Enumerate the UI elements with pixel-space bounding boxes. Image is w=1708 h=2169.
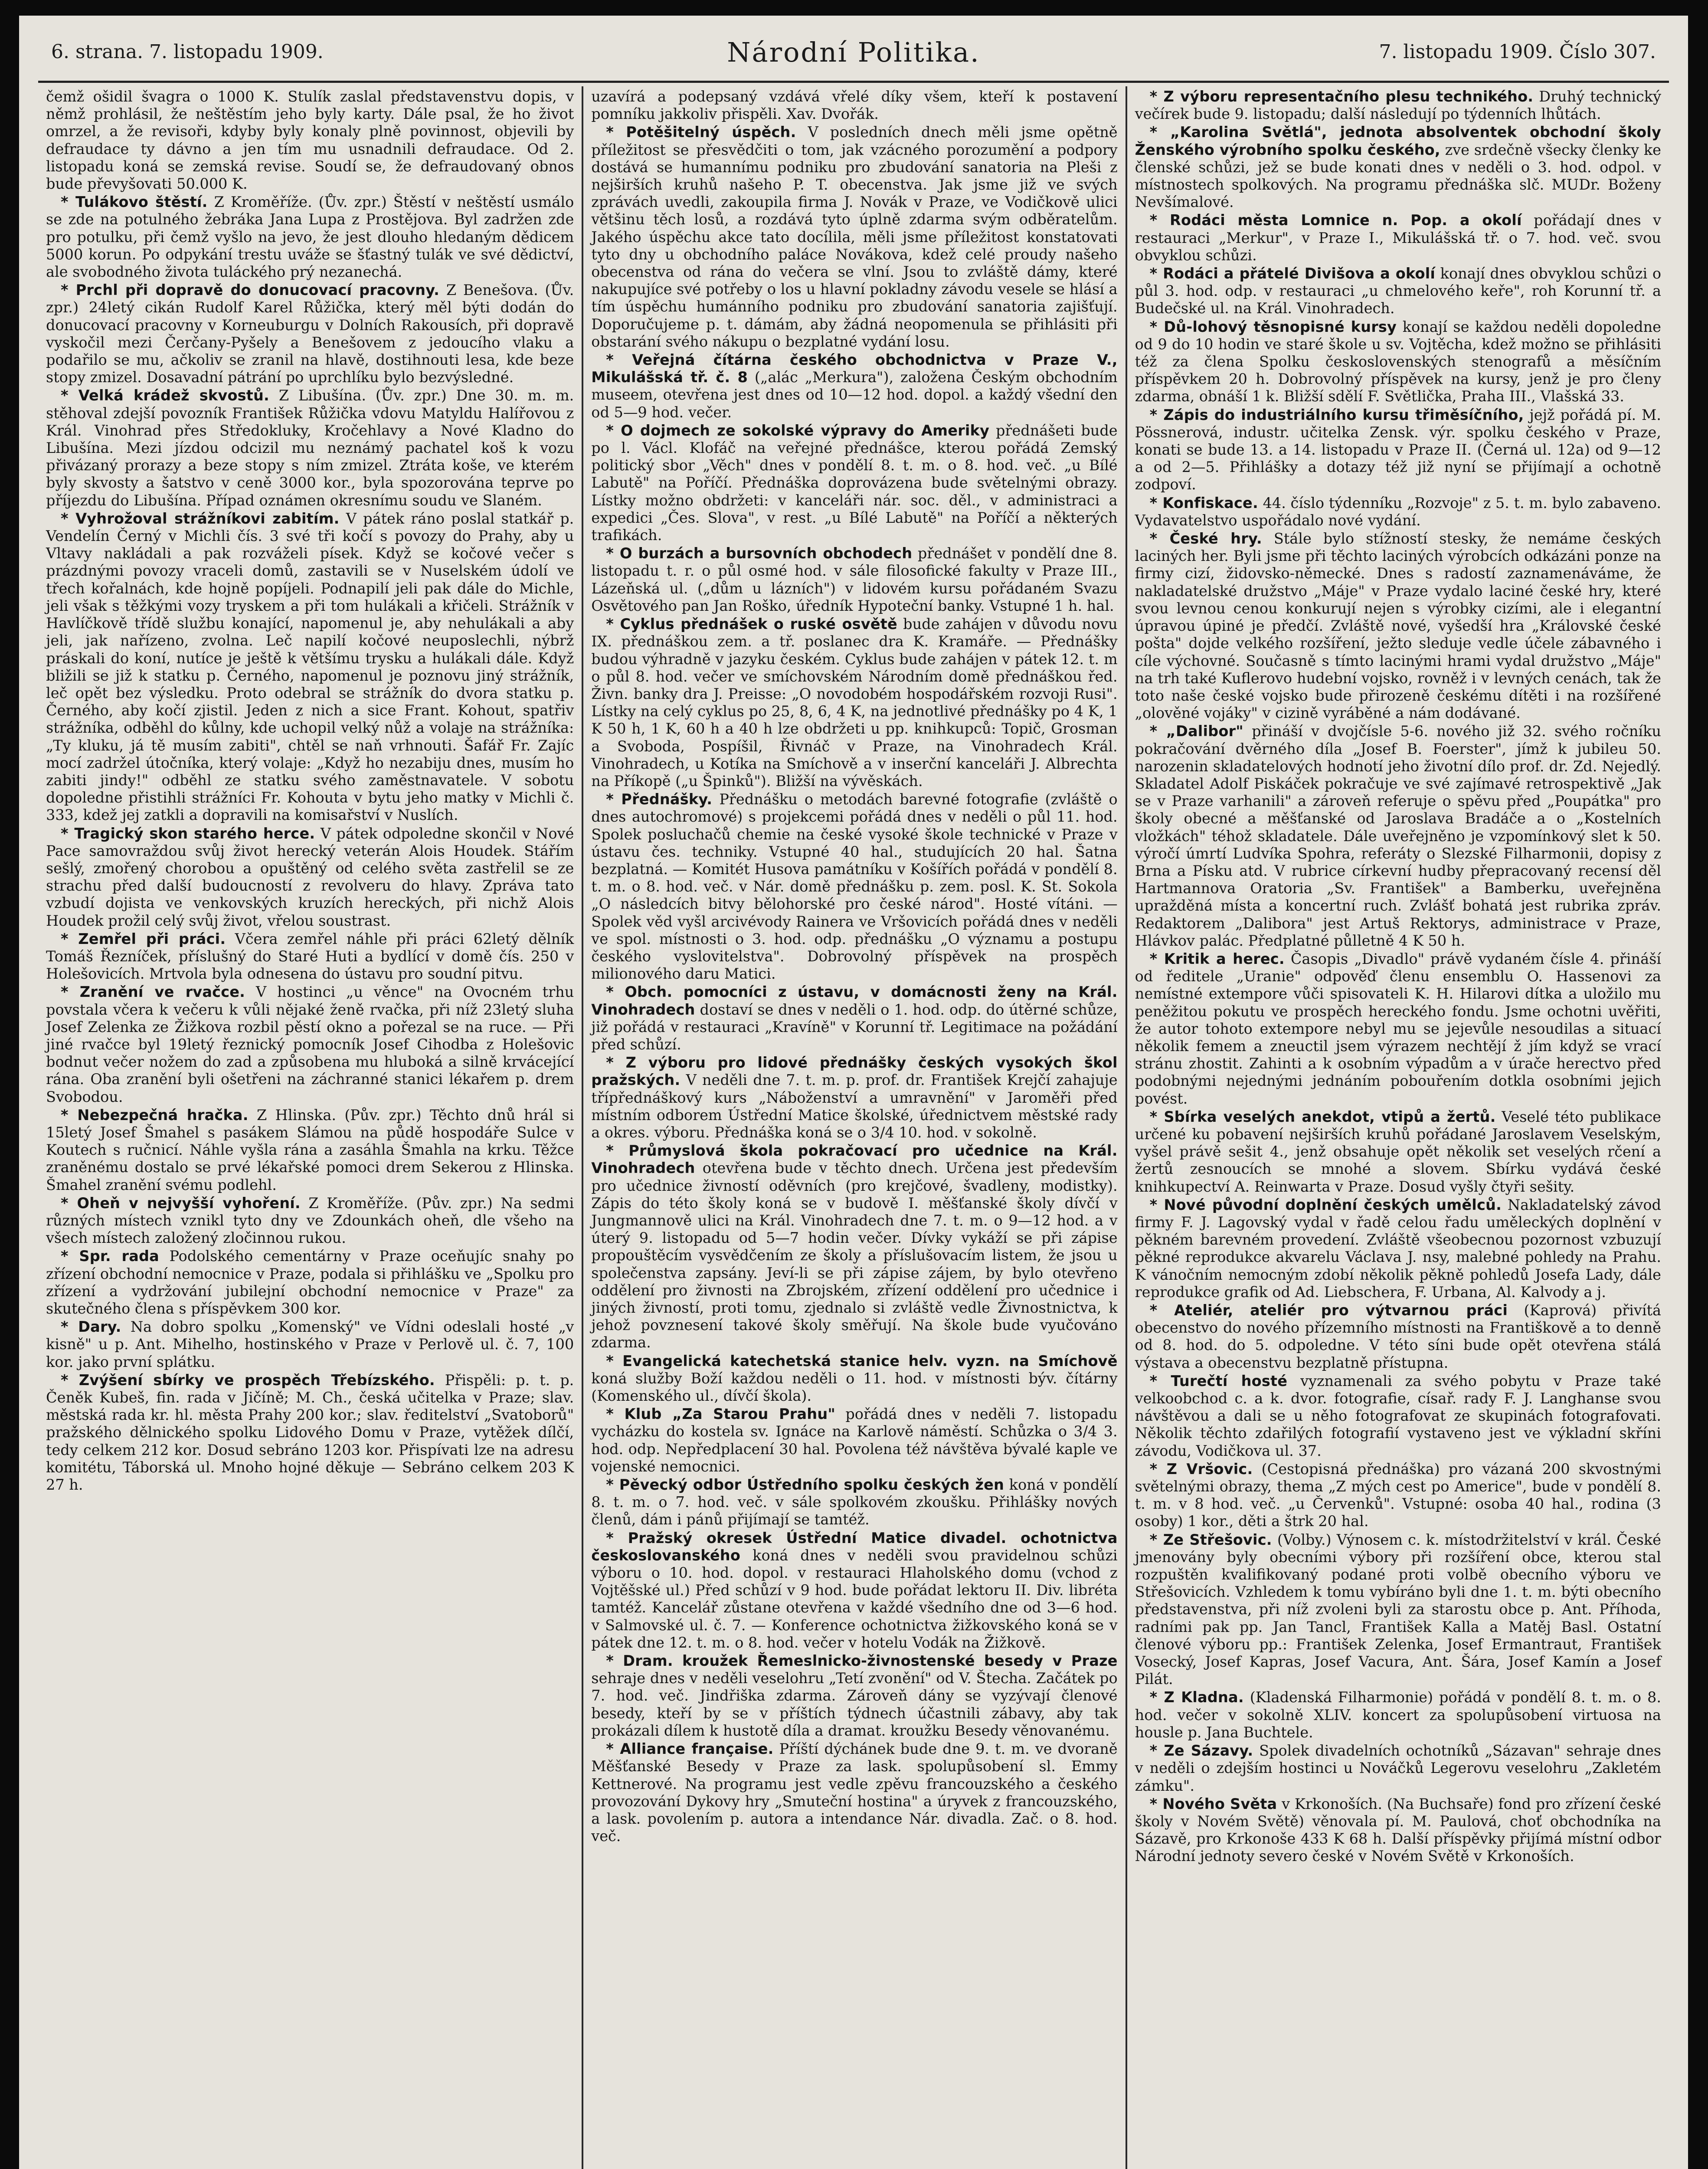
page-header (38, 16, 1669, 83)
news-item-body: Na dobro spolku „Komenský" ve Vídni odeslali hosté „v kisně" u p. Ant. Mihelho, hostinského v Praze v Perlově ul. č. 7, 100 kor. jako první splátku. (46, 1318, 574, 1370)
news-item-body: pořádají dnes v restauraci „Merkur", v Praze I., Mikulášská tř. o 7. hod. več. svou obvyklou schůzi. (1135, 212, 1661, 264)
news-item (591, 616, 1117, 790)
news-item (591, 1353, 1117, 1405)
news-item (46, 193, 574, 281)
news-item (46, 1195, 574, 1247)
news-item-body: (Volby.) Výnosem c. k. místodržitelství v král. České jmenovány byly obecními výbory při rozšíření obce, kterou stal rozpuštěn kvalifikovaný podané proti volbě obecního výboru ve Střešovicích. Vzhledem k tomu vybíráno byli dne 1. t. m. býti obecního představenstva, při níž zvoleni byli za starostu obce p. Ant. Příhoda, radními pak pp. Jan Tancl, František Kalla a Matěj Basl. Ostatní členové výboru pp.: František Zelenka, Josef Ermantraut, František Vosecký, Josef Kapras, Josef Vacura, Ant. Šára, Josef Kamín a Josef Pilát. (1135, 1531, 1661, 1688)
news-item-body: Z Kroměříže. (Ův. zpr.) Štěstí v neštěstí usmálo se zde na potulného žebráka Jana Lupa z Prostějova. Byl zadržen zde pro potulku, při čemž vyšlo na jevo, že jest dlouho hledaným dědicem 5000 korun. Po odpykání trestu uváže se šťastný tulák ve své dědictví, ale svobodného života tuláckého prý nezanechá. (46, 193, 574, 281)
news-item-heading: * Obch. pomocníci z ústavu, v domácnosti ženy na Král. Vinohradech (591, 983, 1118, 1018)
news-item (591, 1740, 1117, 1845)
news-item-body: Spolek divadelních ochotníků „Sázavan" sehraje dnes v neděli o zdejším hostinci u Nováčků Legerovu veselohru „Zakletém zámku". (1135, 1742, 1661, 1794)
news-item (46, 931, 574, 983)
news-item-body: pořádá dnes v neděli 7. listopadu vycházku do kostela sv. Ignáce na Karlově náměstí. Schůzka o 3/4 3. hod. odp. Nepředplacení 30 hal. Povolena též návštěva bývalé kaple ve vojenské nemocnici. (591, 1406, 1118, 1475)
news-item-heading: * Konfiskace. (1149, 494, 1258, 511)
news-item-heading: * Vyhrožoval strážníkovi zabitím. (61, 510, 340, 527)
news-item (46, 282, 574, 386)
news-item-body: bude zahájen v důvodu novu IX. přednáškou zem. a tř. poslanec dra K. Kramáře. — Přednášky budou výhradně v jazyku českém. Cyklus bude zahájen v pátek 12. t. m o půl 8. hod. večer ve smíchovském Národním domě přednáškou řed. Živn. banky dra J. Preisse: „O novodobém hospodářském rozvoji Rusi". Lístky na celý cyklus po 25, 8, 6, 4 K, na jednotlivé přednášky po 4 K, 1 K 50 h, 1 K, 60 h a 40 h lze obdržeti u pp. knihkupců: Topič, Grosman a Svoboda, Pospíšil, Řivnáč v Praze, na Vinohradech Král. Vinohradech, u Kotíka na Smíchově a v inserční kanceláři J. Albrechta na Příkopě („u Špinků"). Bližší na vývěskách. (591, 616, 1118, 790)
news-item-heading: * Rodáci a přátelé Divišova a okolí (1149, 265, 1436, 282)
news-item-heading: * Tragický skon starého herce. (61, 825, 315, 842)
news-item-heading: * Evangelická katechetská stanice helv. vyzn. na Smíchově (606, 1352, 1118, 1370)
news-item (591, 1054, 1117, 1141)
news-item (46, 1372, 574, 1494)
news-item (1135, 1742, 1661, 1795)
news-item (46, 1248, 574, 1317)
news-item-body: Nakladatelský závod firmy F. J. Lagovský vydal v řadě celou řadu uměleckých doplnění v pěkném barevném provedení. Zvláště všeobecnou pozornost vzbuzují pěkné reprodukce akvarelu Václava J. nsy, malebné pohledy na Prahu. K vánočním nemocným zdobí několik pěkně pohledů Josefa Lady, dále reprodukce grafik od Ad. Liebschera, F. Urbana, Al. Kalvody a j. (1135, 1196, 1661, 1301)
news-item-heading: * Z výboru representačního plesu technikého. (1149, 88, 1534, 105)
news-item-heading: * Přednášky. (606, 791, 713, 808)
news-item-heading: * Klub „Za Starou Prahu" (606, 1406, 836, 1423)
news-item (591, 124, 1117, 351)
news-item-body: přednášet v pondělí dne 8. listopadu t. r. o půl osmé hod. v sále filosofické fakulty v Praze III., Lázeňská ul. („dům u lázních") v lidovém kursu pořádaném Svazu Osvětového pan Jan Roško, úředník Hypoteční banky. Vstupné 1 h. hal. (591, 545, 1118, 614)
news-item-body: Přednášku o metodách barevné fotografie (zvláště o dnes autochromové) s projekcemi pořádá dnes v neděli o půl 11. hod. Spolek posluchačů chemie na české vysoké škole technické v Praze v ústavu čes. techniky. Vstupné 40 hal., studujících 20 hal. Šatna bezplatná. — Komitét Husova památníku v Košířích pořádá v pondělí 8. t. m. o 8. hod. več. v Nár. domě přednášku p. zem. posl. K. St. Sokola „O následcích bitvy bělohorské pro české národ". Hosté vítáni. — Spolek věd vyšl arcivévody Rainera ve Vršovicích pořádá dnes v neděli ve spol. místnosti o 3. hod. odp. přednášku „O významu a postupu českého vyslovitelstva". Dobrovolný příspěvek na prospěch milionového daru Matici. (591, 791, 1118, 983)
news-item-body: v Krkonoších. (Na Buchsaře) fond pro zřízení české školy v Novém Světě) věnovala pí. M. Paulová, choť obchodníka na Sázavě, pro Krkonoše 433 K 68 h. Další příspěvky přijímá místní odbor Národní jednoty severo české v Novém Světě v Krkonoších. (1135, 1795, 1661, 1865)
news-item (1135, 1196, 1661, 1301)
news-item (591, 1142, 1117, 1351)
news-item (591, 88, 1117, 123)
news-item-heading: * Ateliér, ateliér pro výtvarnou práci (1149, 1302, 1508, 1319)
news-item-body: (Kladenská Filharmonie) pořádá v pondělí 8. t. m. o 8. hod. večer v sokolně XLIV. koncert za spolupůsobení virtuosa na housle p. Jana Buchtele. (1135, 1689, 1661, 1741)
news-item-body: Z Kroměříže. (Pův. zpr.) Na sedmi různých místech vznikl tyto dny ve Zdounkách oheň, dle všeho na všech místech založený zločinnou rukou. (46, 1194, 574, 1247)
news-item (1135, 88, 1661, 123)
news-item-body: přináší v dvojčísle 5-6. nového již 32. svého ročníku pokračování dvěrného díla „Josef B. Foerster", jímž k jubileu 50. narozenin skladatelových hodnotí jeho životní dílo prof. dr. Zd. Nejedlý. Skladatel Adolf Piskáček pokračuje ve své zajímavé retrospektivě „Jak se v Praze varhanili" a zároveň referuje o spěvu před „Poupátka" pro školy obecné a měšťanské od Jaroslava Bradáče a o „Kostelních vložkách" téhož skladatele. Dále uveřejněno je vzpomínkový slet k 50. výročí úmrtí Ludvíka Spohra, referáty o Slezské Filharmonii, dopisy z Brna a Písku atd. V rubrice církevní hudby přepracovaný recensí děl Hartmannova Oratoria „Sv. František" a Bamberku, uveřejněna upražděná místa a koncertní ruch. Zvlášť bohatá jest rubrika zpráv. Redaktorem „Dalibora" jest Artuš Rektorys, administrace v Praze, Hlávkov palác. Předplatné půlletně 4 K 50 h. (1135, 723, 1661, 949)
news-item (1135, 406, 1661, 494)
news-item (1135, 124, 1661, 211)
news-item-heading: * Prchl při dopravě do donucovací pracovny. (61, 282, 440, 299)
news-item-heading: * Sbírka veselých anekdot, vtipů a žertů. (1149, 1108, 1496, 1125)
news-item (1135, 495, 1661, 529)
news-item (591, 545, 1117, 615)
news-item-heading: * Nové původní doplnění českých umělců. (1149, 1196, 1502, 1213)
news-item-heading: * Spr. rada (61, 1248, 159, 1265)
news-item-body: V neděli dne 7. t. m. p. prof. dr. František Krejčí zahajuje třípřednáškový kurs „Náboženství a umravnění" v Jaroměři před místním odborem Ústřední Matice školské, úřednictvem městské rady a okres. výboru. Přednáška koná se o 3/4 10. hod. v sokolně. (591, 1071, 1118, 1141)
news-item-body: Z Benešova. (Ův. zpr.) 24letý cikán Rudolf Karel Růžička, který měl býti dodán do donucovací pracovny v Korneuburgu v Dolních Rakousích, při dopravě vyskočil mezi Čerčany-Pyšely a Benešovem z jedoucího vlaku a podařilo se mu, ačkoliv se zranil na hlavě, dostihnouti lesa, kde beze stopy zmizel. Dosavadní pátrání po uprchlíku bylo bezvýsledné. (46, 282, 574, 386)
news-item-heading: * Zranění ve rvačce. (61, 983, 245, 1001)
news-item-body: Podolského cementárny v Praze oceňujíc snahy po zřízení obchodní nemocnice v Praze, podala si přihlášku ve „Spolku pro zřízení a vydržování jubilejní obchodní nemocnice v Praze" za skutečného člena s příspěvkem 300 kor. (46, 1248, 574, 1317)
news-item (1135, 1531, 1661, 1688)
news-item-body: Časopis „Divadlo" právě vydaném čísle 4. přináší od ředitele „Uranie" odpověď členu ensemblu O. Hassenovi za nemístné extempore vůči spisovateli K. H. Hilarovi dítka a uložilo mu peněžitou pokutu ve prospěch hereckého fondu. Jsme ochotni uvěřiti, že autor tohoto extempore nebyl mu se jejevůle nesoudilas a situací několik femem a zneuctil jsem výrazem nechtějí ž jím když se vrací stránu zhostit. Zahinti a k osobním výpadům a v úrače herectvo před podobnými nejednými jednáním pobouřením dotkla osobními jejich povést. (1135, 950, 1661, 1107)
news-item-heading: * „Dalibor" (1149, 723, 1243, 740)
news-item-body: Stále bylo stížností stesky, že nemáme českých laciných her. Byli jsme při těchto laciných výrobcích odkázáni ponze na firmy cizí, židovsko-německé. Dnes s radostí zaznamenáváme, že nakladatelské družstvo „Máje" v Praze vydalo laciné české hry, které svou levnou cenou konkurují nejen s výrobky cizími, ale i elegantní úpravou úpiné je předčí. Zvláště nové, vyšedší hra „Královské české pošta" dojde velkého rozšíření, ježto sleduje vedle účele zábavného i cíle výchovné. Současně s tímto lacinými hrami vydal družstvo „Máje" na trh také Kuflerovo hudební vojsko, rovněž i v levných cenách, tak že toto naše české vojsko bude přirozeně českému dítěti i na rozšířené „olověné vojáky" v cizině vyráběné a nám dodávané. (1135, 530, 1661, 722)
news-item-body: (Kaprová) přivítá obecenstvo do nového přízemního místnosti na Františkově a to denně od 8. hod. do 5. odpoledne. V této síni bude opět otevřena stálá výstava a obecenstvu bezplatně přístupna. (1135, 1302, 1661, 1371)
news-item-body: zve srdečně všecky členky ke členské schůzi, jež se bude konati dnes v neděli o 3. hod. odpol. v místnostech spolkových. Na programu přednáška slč. MUDr. Boženy Nevšímalové. (1135, 141, 1661, 211)
news-item-body: přednášeti bude po l. Václ. Klofáč na veřejné přednášce, kterou pořádá Zemský politický sbor „Věch" dnes v pondělí 8. t. m. o 8. hod. več. „u Bílé Labutě" na Poříčí. Přednáška doprovázena bude světelnými obrazy. Lístky možno obdržeti: v kanceláři nár. soc. děl., v administraci a expedici „Čes. Slova", v rest. „u Bílé Labutě" na Poříčí a některých trafikách. (591, 422, 1118, 544)
news-item (1135, 950, 1661, 1107)
news-item (1135, 1461, 1661, 1530)
news-item-heading: * Rodáci města Lomnice n. Pop. a okolí (1149, 212, 1522, 229)
news-item-body: dostaví se dnes v neděli o 1. hod. odp. do útěrné schůze, již pořádá v restauraci „Kravíně" v Korunní tř. Legitimace na požádání před schůzí. (591, 1001, 1118, 1053)
news-item (591, 983, 1117, 1053)
news-item-body: Příští dýchánek bude dne 9. t. m. ve dvoraně Měšťanské Besedy v Praze za lask. spolupůsobení sl. Emmy Kettnerové. Na programu jest vedle zpěvu francouzského a českého provozování Dykovy hry „Smuteční hostina" a úryvek z francouzského, a lask. povolením p. autora a intendance Nár. divadla. Zač. o 8. hod. več. (591, 1740, 1118, 1845)
news-item-heading: * O burzách a bursovních obchodech (606, 545, 913, 562)
news-item-heading: * Cyklus přednášek o ruské osvětě (606, 616, 897, 633)
page-number-date: 6. strana. 7. listopadu 1909. (51, 41, 324, 63)
news-item-heading: * Z Kladna. (1149, 1689, 1244, 1706)
news-item-body: 44. číslo týdenníku „Rozvoje" z 5. t. m. bylo zabaveno. Vydavatelstvo uspořádalo nové vydání. (1135, 494, 1661, 529)
article-columns (38, 86, 1669, 2169)
news-item (46, 88, 574, 193)
news-item-body: V pátek odpoledne skončil v Nové Pace samovraždou svůj život herecký veterán Alois Houdek. Stářím sešlý, zmořený chorobou a opuštěný od celého světa zastřelil se ze strachu před další budoucností z revolveru do hlavy. Zpráva tato vzbudí dojista ve venkovských kruzích hereckých, při nichž Alois Houdek prožil celý svůj život, vřelou soustrast. (46, 825, 574, 929)
news-item (591, 791, 1117, 983)
news-item (591, 1406, 1117, 1475)
news-item-body: V posledních dnech měli jsme opětně příležitost se přesvědčiti o tom, jak vzácného porozumění a podpory dostává se humannímu podniku pro zbudování sanatoria na Pleši z nejširších kruhů našeho P. T. obecenstva. Jak jsme již ve svých zprávách uvedli, zakoupila firma J. Novák v Praze, ve Vodičkově ulici většinu těch losů, a rozdává tyto úplně zdarma svým odběratelům. Jakého úspěchu akce tato docílila, měli jsme příležitost konstatovati tyto dny u obchodního paláce Novákova, kdež celé proudy našeho obecenstva od rána do večera se vlní. Jsou to zvláště dámy, které nakupujíce své potřeby o los u hlavní pokladny závodu vesele se hlásí a tím úspěchu humánního podniku pro zbudování sanatoria zajišťují. Doporučujeme p. t. dámám, aby žádná neopomenula se přihlásiti při obstarání svého nákupu o bezplatné vydání losu. (591, 124, 1118, 350)
news-item-heading: * Zemřel při práci. (61, 930, 226, 947)
news-item-heading: * Dram. kroužek Řemeslnicko-živnostenské besedy v Praze (606, 1652, 1118, 1670)
news-item-body: Z Libušína. (Ův. zpr.) Dne 30. m. m. stěhoval zdejší povozník František Růžička vdovu Matyldu Halířovou z Král. Vinohrad přes Středokluky, Kročehlavy a Nové Kladno do Libušína. Mezi jízdou odcizil mu neznámý pachatel koš k vozu přivázaný prorazy a beze stopy s ním zmizel. Ztráta koše, ve kterém byly skvosty a šatstvo v ceně 3000 kor., byla spozorována teprve po příjezdu do Libušína. Případ oznámen okresnímu soudu ve Slaném. (46, 387, 574, 509)
news-item-heading: * Velká krádež skvostů. (61, 387, 269, 404)
news-item (1135, 318, 1661, 406)
news-item-body: V hostinci „u věnce" na Ovocném trhu povstala včera k večeru k vůli nějaké ženě rvačka, při níž 23letý sluha Josef Zelenka ze Žižkova rozbil pěstí okno a pořezal se na ruce. — Při jiné rvačce byl 19letý řeznický pomocník Josef Cihodba z Holešovic bodnut večer nožem do zad a způsobena mu hluboká a silně krvácející rána. Oba zranění byli ošetřeni na záchranné stanici lékařem p. drem Svobodou. (46, 983, 574, 1105)
news-item (591, 1476, 1117, 1529)
news-item-body: Včera zemřel náhle při práci 62letý dělník Tomáš Řezníček, příslušný do Staré Huti a bydlící v domě čís. 250 v Holešovicích. Mrtvola byla odnesena do ústavu pro soudní pitvu. (46, 930, 574, 983)
news-item-body: sehraje dnes v neděli veselohru „Tetí zvonění" od V. Štecha. Začátek po 7. hod. več. Jindřiška zdarma. Zároveň dány se vyzývají členové besedy, kteří by se v příštích týdnech účastnili zábavy, aby tak prokázali dílem k hustotě díla a dramat. kroužku Besedy věnovanému. (591, 1670, 1118, 1739)
news-item-body: koná dnes v neděli svou pravidelnou schůzi výboru o 10. hod. dopol. v restauraci Hlaholského domu (vchod z Vojtěšské ul.) Před schůzí v 9 hod. bude pořádat lektoru II. Div. libréta tamtéž. Kancelář zůstane otevřena v každé všedního dne od 3—6 hod. v Salmovské ul. č. 7. — Konference ochotnictva žižkovského koná se v pátek dne 12. t. m. o 8. hod. večer v hotelu Vodák na Žižkově. (591, 1546, 1118, 1651)
news-item (46, 983, 574, 1105)
news-item-body: jejž pořádá pí. M. Pössnerová, industr. učitelka Zensk. výr. spolku českého v Praze, konati se bude 13. a 14. listopadu v Praze II. (Černá ul. 12a) od 9—12 a od 2—5. Přihlášky a dotazy též již nyní se přijímají a ochotně zodpoví. (1135, 406, 1661, 493)
news-item-heading: * Nebezpečná hračka. (61, 1106, 249, 1124)
news-item-heading: * Oheň v nejvyšší vyhoření. (61, 1194, 301, 1212)
news-item-body: konají se každou neděli dopoledne od 9 do 10 hodin ve staré škole u sv. Vojtěcha, kdež možno se přihlásiti též za člena Spolku československých stenografů a měsíčním příspěvkem 20 h. Dobrovolný příspěvek na kursy, jenž je pro členy zdarma, obnáší 1 k. Bližší sdělí F. Světlička, Praha III., Vlašská 33. (1135, 318, 1661, 405)
news-item-body: vyznamenali za svého pobytu v Praze také velkoobchod c. a k. dvor. fotografie, císař. rady F. J. Langhanse svou návštěvou a dali se u něho fotografovat ze skupinách fotografovati. Několik těchto zdařilých fotografií vystaveno jest ve výkladní skříni závodu, Vodičkova ul. 37. (1135, 1372, 1661, 1459)
news-item (1135, 1689, 1661, 1741)
news-item (1135, 1108, 1661, 1196)
news-item-body: konají dnes obvyklou schůzi o půl 3. hod. odp. v restauraci „u chmelového keře", roh Korunní tř. a Budečské ul. na Král. Vinohradech. (1135, 265, 1661, 317)
news-item-body: („alác „Merkura"), založena Českým obchodním museem, otevřena jest dnes od 10—12 hod. dopol. a každý všední den od 5—9 hod. večer. (591, 369, 1118, 421)
news-item-body: uzavírá a podepsaný vzdává vřelé díky všem, kteří k postavení pomníku jakkoliv přispěli. Xav. Dvořák. (591, 88, 1118, 123)
news-item-body: Veselé této publikace určené ku pobavení nejširších kruhů pořádané Jaroslavem Veselským, vyšel právě sešit 4., jenž obsahuje opět několik set veselých rčení a žertů zesnoucích se mnohé a slovem. Sbírku vydává české knihkupectví A. Reinwarta v Praze. Dosud vyšly čtyři sešity. (1135, 1108, 1661, 1195)
column-3 (1126, 86, 1669, 2169)
news-item-body: V pátek ráno poslal statkář p. Vendelín Černý v Michli čís. 3 své tři kočí s povozy do Prahy, aby u Vltavy nakládali a pak rozváželi písek. Když se kočové večer s prázdnými povozy vraceli domů, zastavili se v Nuselském údolí ve třech kořalnách, kde hojně popíjeli. Podnapilí jeli pak dále do Michle, jeli však s těžkými vozy tryskem a při tom hulákali a křičeli. Strážník v Havlíčkově třídě službu konající, napomenul je, aby nehulákali a aby jeli, jak nařízeno, zvolna. Leč napilí kočové neuposlechli, nýbrž práskali do koní, nutíce je ještě k většímu trysku a hulákali dále. Když bližili se již k statku p. Černého, napomenul je poznovu jiný strážník, leč opět bez výsledku. Proto odebral se strážník do dvora statku p. Černého, aby kočí zjistil. Jeden z nich a sice Frant. Kohout, spatřiv strážníka, odběhl do kůlny, kde uchopil velký nůž a volaje na strážníka: „Ty kluku, já tě musím zabiti", chtěl se naň vrhnouti. Šafář Fr. Zajíc mocí zadržel útočníka, který volaje: „Když ho nezabiju dnes, musím ho zabiti jindy!" odběhl ze statku svého zaměstnavatele. V sobotu dopoledne přistihli strážníci Fr. Kohouta v bytu jeho matky v Michli č. 333, kdež jej zatkli a dopravili na komisařství v Nuslích. (46, 510, 574, 824)
newspaper-page (19, 16, 1688, 2169)
news-item (46, 825, 574, 930)
news-item-body: (Cestopisná přednáška) pro vázaná 200 skvostnými světelnými obrazy, thema „Z mých cest po Americe", bude v pondělí 8. t. m. v 8 hod. več. „u Červenků". Vstupné: osoba 40 hal., rodina (3 osoby) 1 kor., děti a štrk 20 hal. (1135, 1460, 1661, 1530)
column-1 (38, 86, 582, 2169)
news-item (1135, 265, 1661, 318)
date-issue-number: 7. listopadu 1909. Číslo 307. (1379, 41, 1656, 63)
news-item-heading: * Zvýšení sbírky ve prospěch Třebízského. (61, 1371, 435, 1389)
news-item-heading: * „Karolina Světlá", jednota absolventek obchodní školy Ženského výrobního spolku českého, (1135, 124, 1661, 158)
news-item-heading: * Průmyslová škola pokračovací pro učednice na Král. Vinohradech (591, 1142, 1118, 1177)
news-item-body: koná služby Boží každou neděli o 11. hod. v místnosti býv. čítárny (Komenského ul., dívčí škola). (591, 1370, 1118, 1405)
news-item-heading: * Kritik a herec. (1149, 950, 1285, 967)
news-item-heading: * Veřejná čítárna českého obchodnictva v Praze V., Mikulášská tř. č. 8 (591, 351, 1118, 386)
news-item-heading: * Pěvecký odbor Ústředního spolku českých žen (606, 1476, 1005, 1494)
news-item (591, 422, 1117, 544)
news-item-body: čemž ošidil švagra o 1000 K. Stulík zaslal představenstvu dopis, v němž prohlásil, že neštěstím jeho byly karty. Dále psal, že ho život omrzel, a že revisoři, kdyby byly konaly plně povinnost, objevili by defraudace ty dávno a jen tím mu usnadnili defraudace. Od 2. listopadu koná se zemská revise. Soudí se, že defraudovaný obnos bude převyšovati 50.000 K. (46, 88, 574, 193)
news-item (591, 1652, 1117, 1740)
news-item-body: Přispěli: p. t. p. Čeněk Kubeš, fin. rada v Jičíně; M. Ch., česká učitelka v Praze; slav. městská rada kr. hl. města Prahy 200 kor.; slav. ředitelství „Svatoborů" pražského dělnického spolku Lidového Domu v Praze, vytěžek dílčí, tedy celkem 212 kor. Dosud sebráno 1203 kor. Přispívati lze na adresu komitétu, Táborská ul. Mnoho hojné děkuje — Sebráno celkem 203 K 27 h. (46, 1371, 574, 1494)
news-item (591, 351, 1117, 421)
news-item-heading: * Ze Sázavy. (1149, 1742, 1253, 1759)
news-item-heading: * O dojmech ze sokolské výpravy do Ameriky (606, 422, 990, 439)
news-item (591, 1530, 1117, 1651)
news-item-heading: * Tulákovo štěstí. (61, 193, 208, 211)
news-item-heading: * Turečtí hosté (1149, 1372, 1288, 1389)
news-item (1135, 1373, 1661, 1460)
news-item-body: Druhý technický večírek bude 9. listopadu; další následují po týdenních lhůtách. (1135, 88, 1661, 123)
news-item (46, 1318, 574, 1371)
news-item-heading: * Alliance française. (606, 1740, 774, 1758)
column-2 (582, 86, 1125, 2169)
news-item-heading: * Potěšitelný úspěch. (606, 124, 796, 141)
news-item-heading: * Ze Střešovic. (1149, 1531, 1272, 1548)
news-item-heading: * Zápis do industriálního kursu třiměsíčního, (1149, 406, 1524, 423)
news-item (46, 387, 574, 509)
news-item-heading: * Nového Světa (1149, 1795, 1277, 1812)
news-item (46, 510, 574, 824)
news-item-body: Z Hlinska. (Pův. zpr.) Těchto dnů hrál si 15letý Josef Šmahel s pasákem Slámou na půdě hospodáře Sulce v Koutech s ručnicí. Náhle vyšla rána a zasáhla Šmahla na krku. Těžce zraněnému dostalo se prvé lékařské pomoci drem Sekerou z Hlinska. Šmahel zranění svému podlehl. (46, 1106, 574, 1193)
news-item (46, 1107, 574, 1194)
news-item (1135, 530, 1661, 722)
news-item-heading: * České hry. (1149, 530, 1262, 547)
news-item-heading: * Dary. (61, 1318, 121, 1336)
news-item-heading: * Pražský okresek Ústřední Matice divadel. ochotnictva českoslovanského (591, 1529, 1118, 1564)
news-item (1135, 1302, 1661, 1372)
news-item-heading: * Z výboru pro lidové přednášky českých vysokých škol pražských. (591, 1054, 1118, 1089)
news-item-body: otevřena bude v těchto dnech. Určena jest především pro učednice živností oděvních (pro krejčové, švadleny, modistky). Zápis do této školy koná se v budově I. měšťanské školy dívčí v Jungmannově ulici na Král. Vinohradech dne 7. t. m. o 9—12 hod. a v úterý 9. listopadu od 5—7 hodin večer. Dívky vykáží se při zápise propouštěcím vysvědčením ze školy a příslušovacím listem, že jsou u společenstva zapsány. Jeví-li se při zápise zájem, by bylo otevřeno oddělení pro živnosti na Zbrojském, zřízení oddělení pro učednice i jiných živností, proti tomu, zjednalo si zvláště vedle Živnostnictva, k jehož povznesení takové školy směřují. Na škole bude vyučováno zdarma. (591, 1160, 1118, 1351)
news-item (1135, 1795, 1661, 1865)
newspaper-title: Národní Politika. (727, 36, 980, 68)
news-item-body: koná v pondělí 8. t. m. o 7. hod. več. v sále spolkovém zkoušku. Přihlášky nových členů, dám i pánů přijímají se tamtéž. (591, 1476, 1118, 1528)
news-item (1135, 212, 1661, 264)
news-item-heading: * Z Vršovic. (1149, 1460, 1253, 1478)
news-item (1135, 723, 1661, 950)
news-item-heading: * Dů-lohový těsnopisné kursy (1149, 318, 1397, 335)
